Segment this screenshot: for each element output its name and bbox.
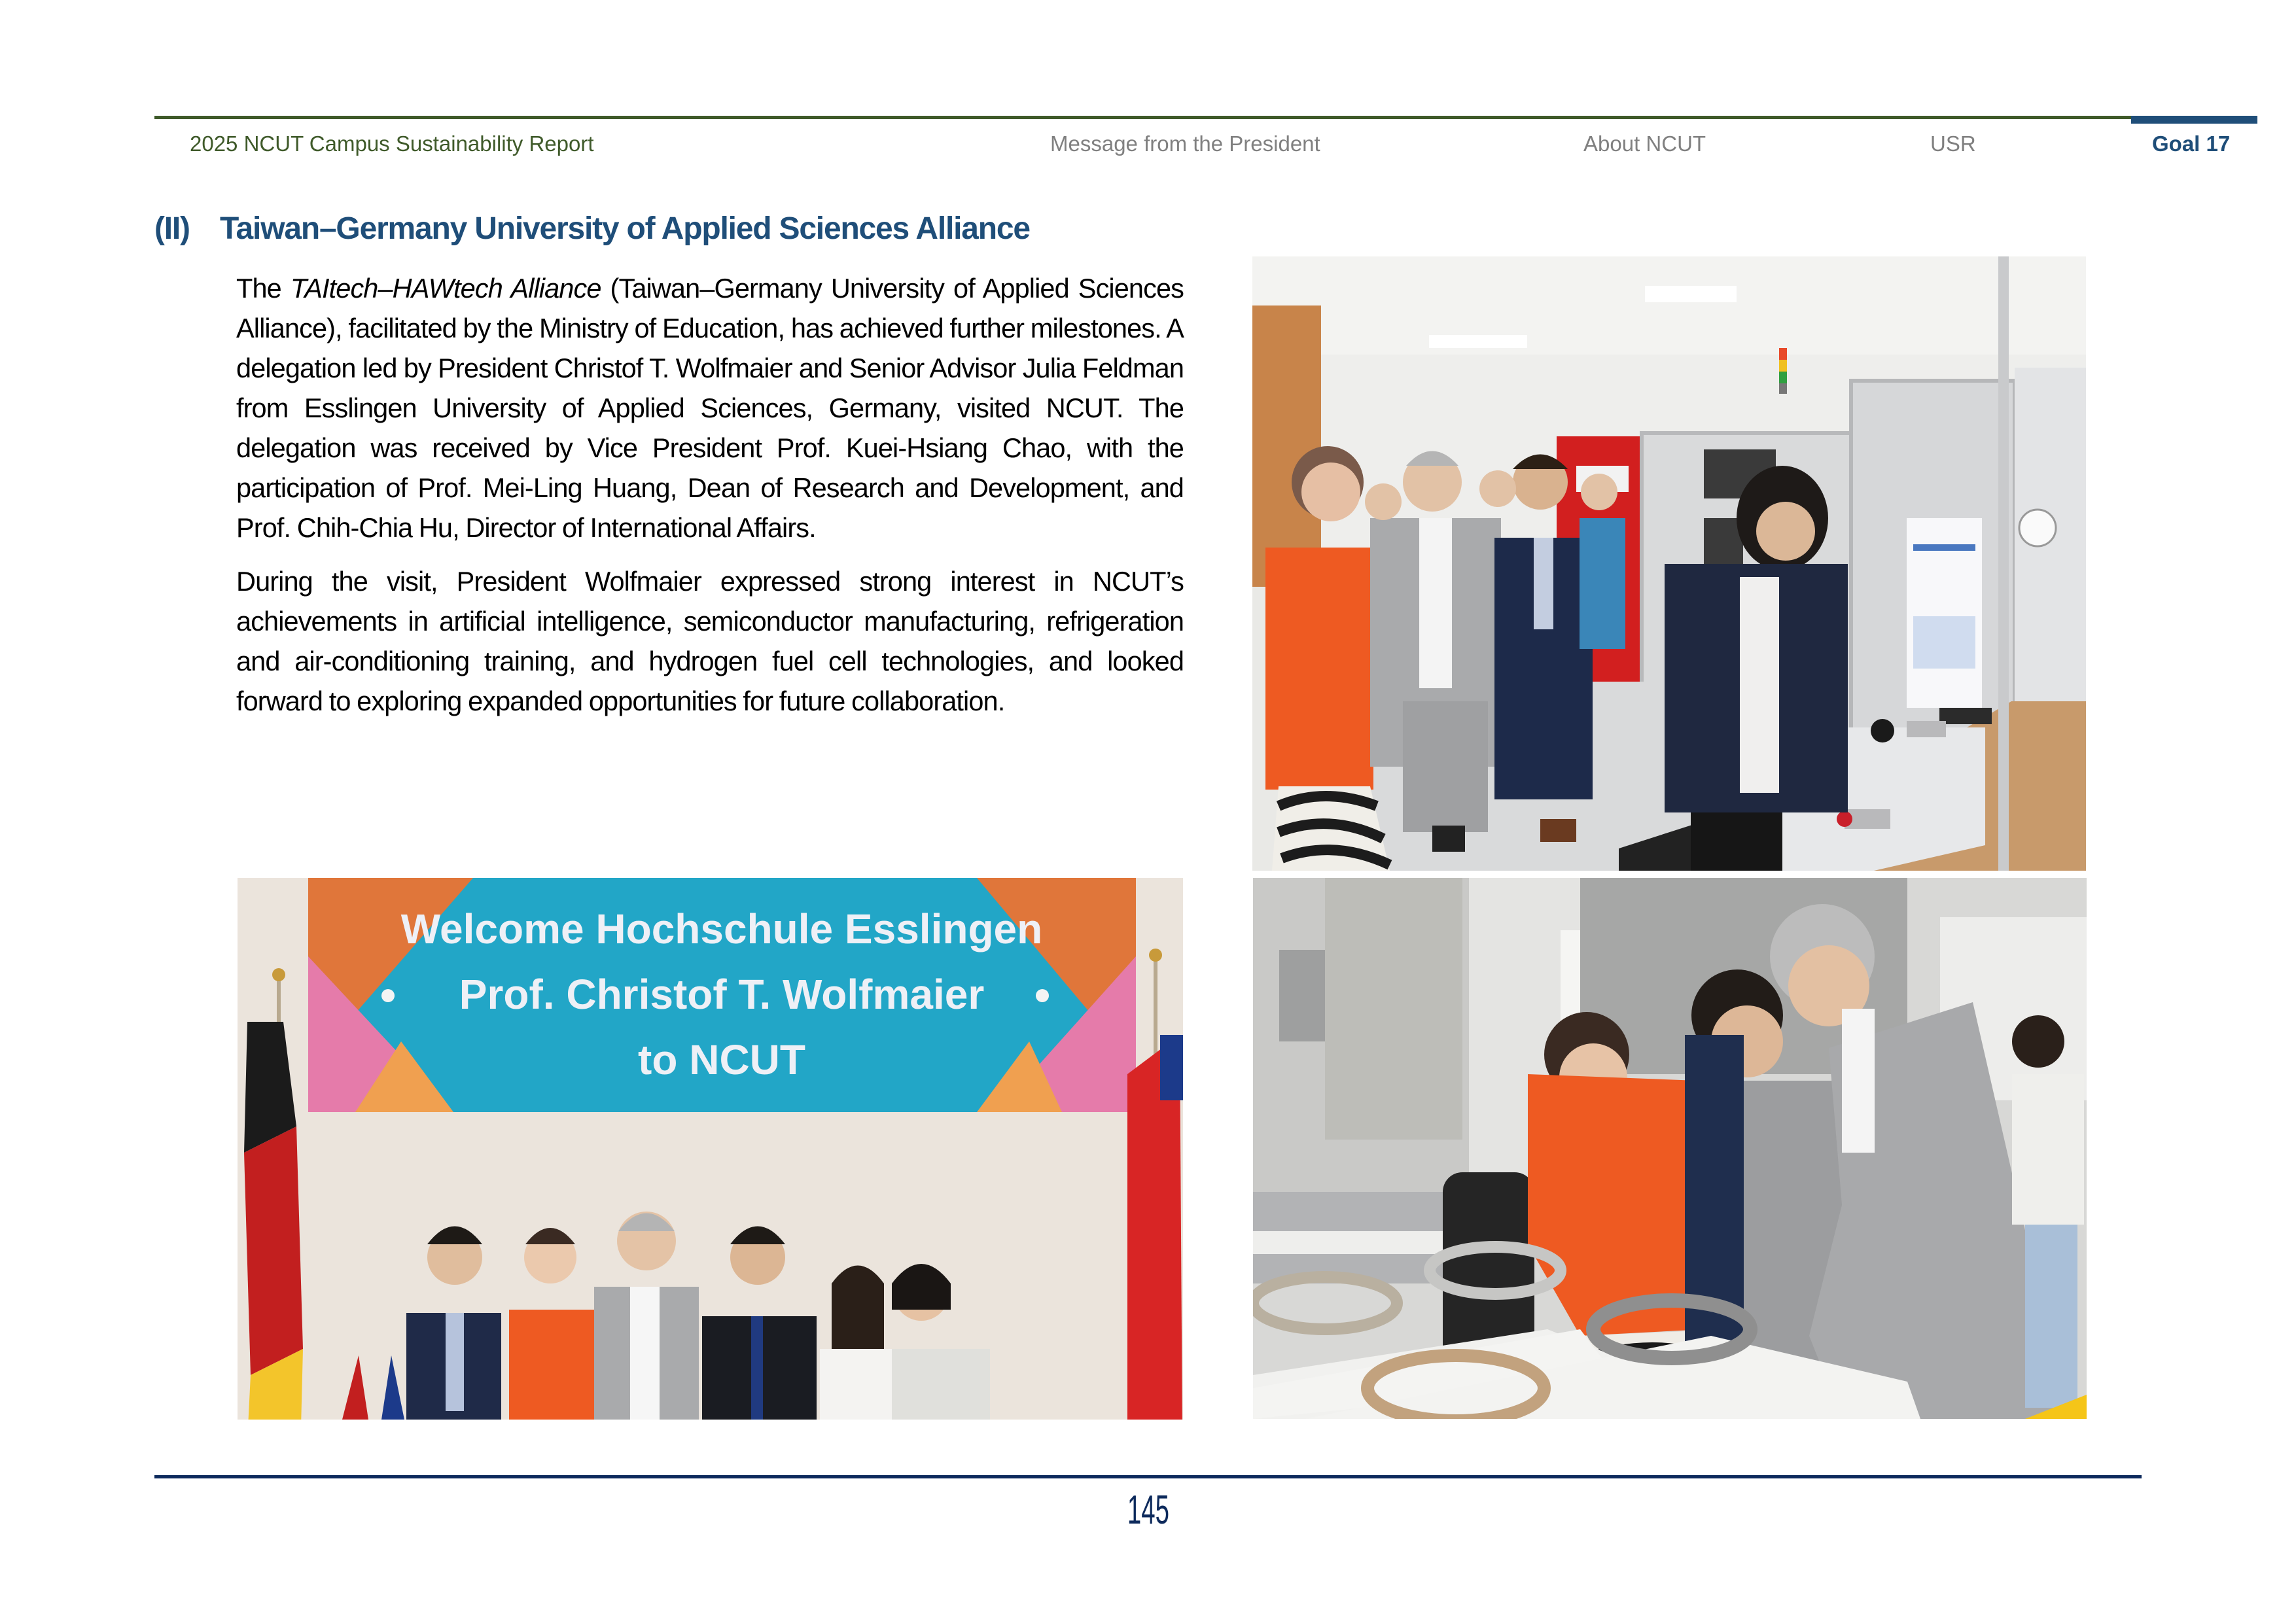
- paragraph-2: During the visit, President Wolfmaier expressed strong interest in NCUT’s achievements in artificial intelligence, semiconductor manufacturing, refrigeration and air-conditioning training, and hydrogen fuel cell technologies, and looked forward to exploring expanded opportunities for future collaboration.: [236, 566, 1184, 716]
- nav-usr[interactable]: USR: [1930, 131, 1976, 156]
- lab-visit-image: [1252, 256, 2086, 871]
- section-number: (II): [154, 211, 190, 246]
- section-title: Taiwan–Germany University of Applied Sciences Alliance: [220, 211, 1030, 246]
- photo-rings-inspection: [1253, 878, 2087, 1419]
- banner-line-2: Prof. Christof T. Wolfmaier: [459, 971, 985, 1018]
- alliance-name: TAItech–HAWtech Alliance: [290, 273, 601, 304]
- photo-group: [238, 878, 1183, 1420]
- nav-about-ncut[interactable]: About NCUT: [1583, 131, 1706, 156]
- rings-inspection-image: [1253, 878, 2087, 1419]
- p1-lead: The: [236, 273, 291, 304]
- nav-message-from-president[interactable]: Message from the President: [1050, 131, 1320, 156]
- banner-line-1: Welcome Hochschule Esslingen: [400, 905, 1043, 952]
- body-text: [236, 268, 1184, 735]
- group-photo-image: [238, 878, 1183, 1420]
- photo-lab-visit: [1252, 256, 2086, 871]
- report-title: 2025 NCUT Campus Sustainability Report: [190, 131, 594, 156]
- nav-goal-17[interactable]: Goal 17: [2152, 131, 2231, 156]
- p1-rest: (Taiwan–Germany University of Applied Sciences Alliance), facilitated by the Ministry of Education, has achieved further milestones. A delegation led by President Christof T. Wolfmaier and Senior Advisor Julia Feldman from Esslingen University of Applied Sciences, Germany, visited NCUT. The delegation was received by Vice President Prof. Kuei-Hsiang Chao, with the participation of Prof. Mei-Ling Huang, Dean of Research and Development, and Prof. Chih-Chia Hu, Director of International Affairs.: [236, 273, 1184, 543]
- page-number: 145: [1127, 1488, 1170, 1533]
- current-section-indicator: [2131, 116, 2257, 124]
- header-rule: [154, 116, 2131, 119]
- section-heading: [154, 208, 1030, 250]
- paragraph-1: [236, 268, 1184, 548]
- banner-line-3: to NCUT: [638, 1036, 805, 1083]
- footer-rule: [154, 1475, 2142, 1478]
